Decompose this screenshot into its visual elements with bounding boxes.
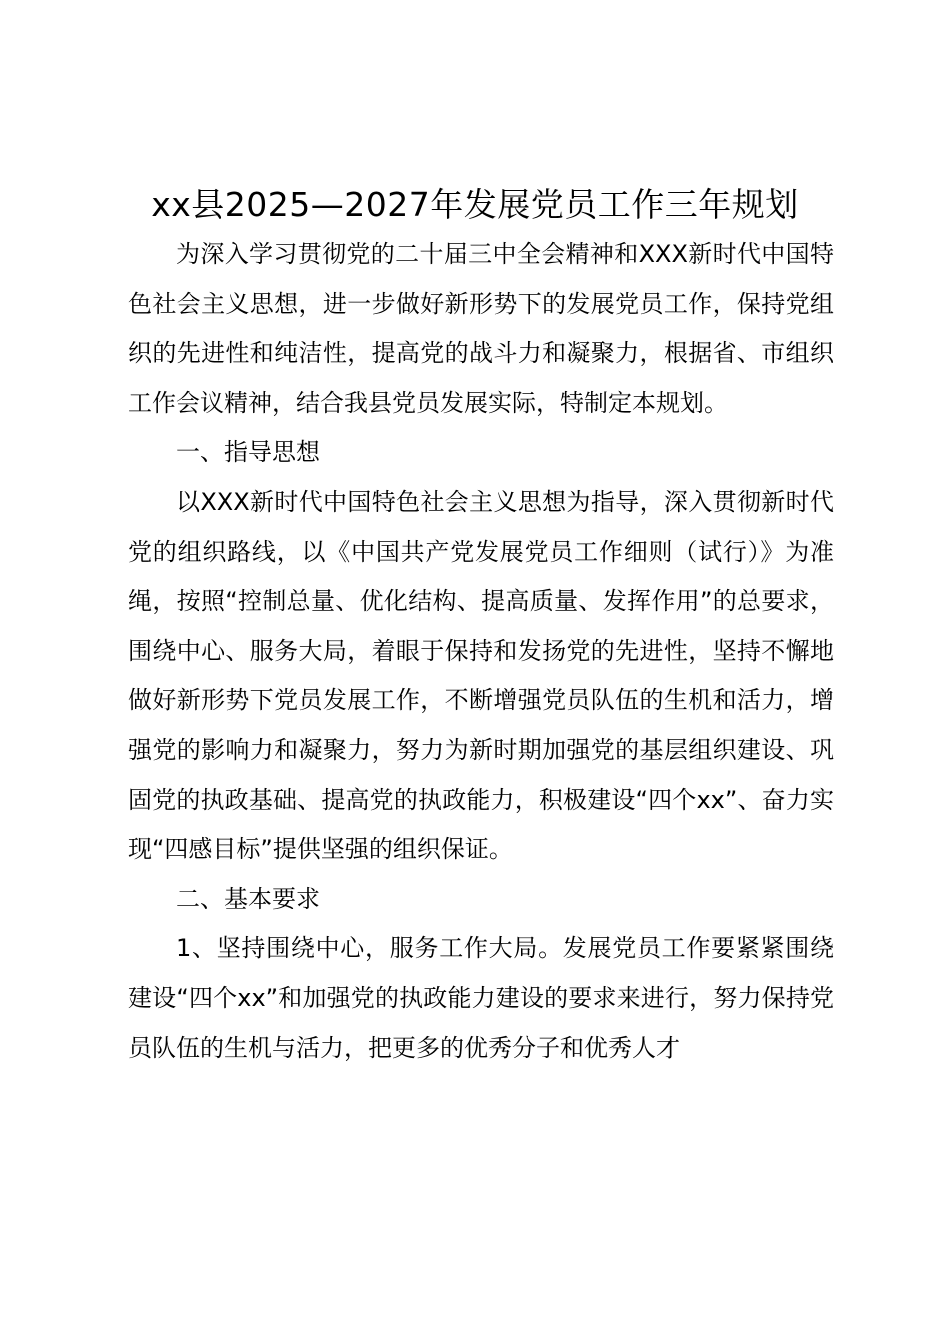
paragraph-guiding-ideology: 以XXX新时代中国特色社会主义思想为指导，深入贯彻新时代党的组织路线，以《中国共产党发展党员工作细则（试行）》为准绳，按照“控制总量、优化结构、提高质量、发挥作用”的总要求，围绕中心、服务大局，着眼于保持和发扬党的先进性，坚持不懈地做好新形势下党员发展工作，不断增强党员队伍的生机和活力，增强党的影响力和凝聚力，努力为新时期加强党的基层组织建设、巩固党的执政基础、提高党的执政能力，积极建设“四个xx”、奋力实现“四感目标”提供坚强的组织保证。 [128, 487, 834, 864]
paragraph-requirement-1: 1、坚持围绕中心，服务工作大局。发展党员工作要紧紧围绕建设“四个xx”和加强党的执政能力建设的要求来进行，努力保持党员队伍的生机与活力，把更多的优秀分子和优秀人才 [128, 934, 834, 1062]
heading-basic-requirements: 二、基本要求 [176, 884, 320, 913]
document-title: xx县2025—2027年发展党员工作三年规划 [151, 185, 799, 224]
paragraph-intro: 为深入学习贯彻党的二十届三中全会精神和XXX新时代中国特色社会主义思想，进一步做好新形势下的发展党员工作，保持党组织的先进性和纯洁性，提高党的战斗力和凝聚力，根据省、市组织工作会议精神，结合我县党员发展实际，特制定本规划。 [128, 240, 834, 417]
heading-guiding-ideology: 一、指导思想 [176, 438, 320, 467]
document-body [128, 230, 834, 1073]
